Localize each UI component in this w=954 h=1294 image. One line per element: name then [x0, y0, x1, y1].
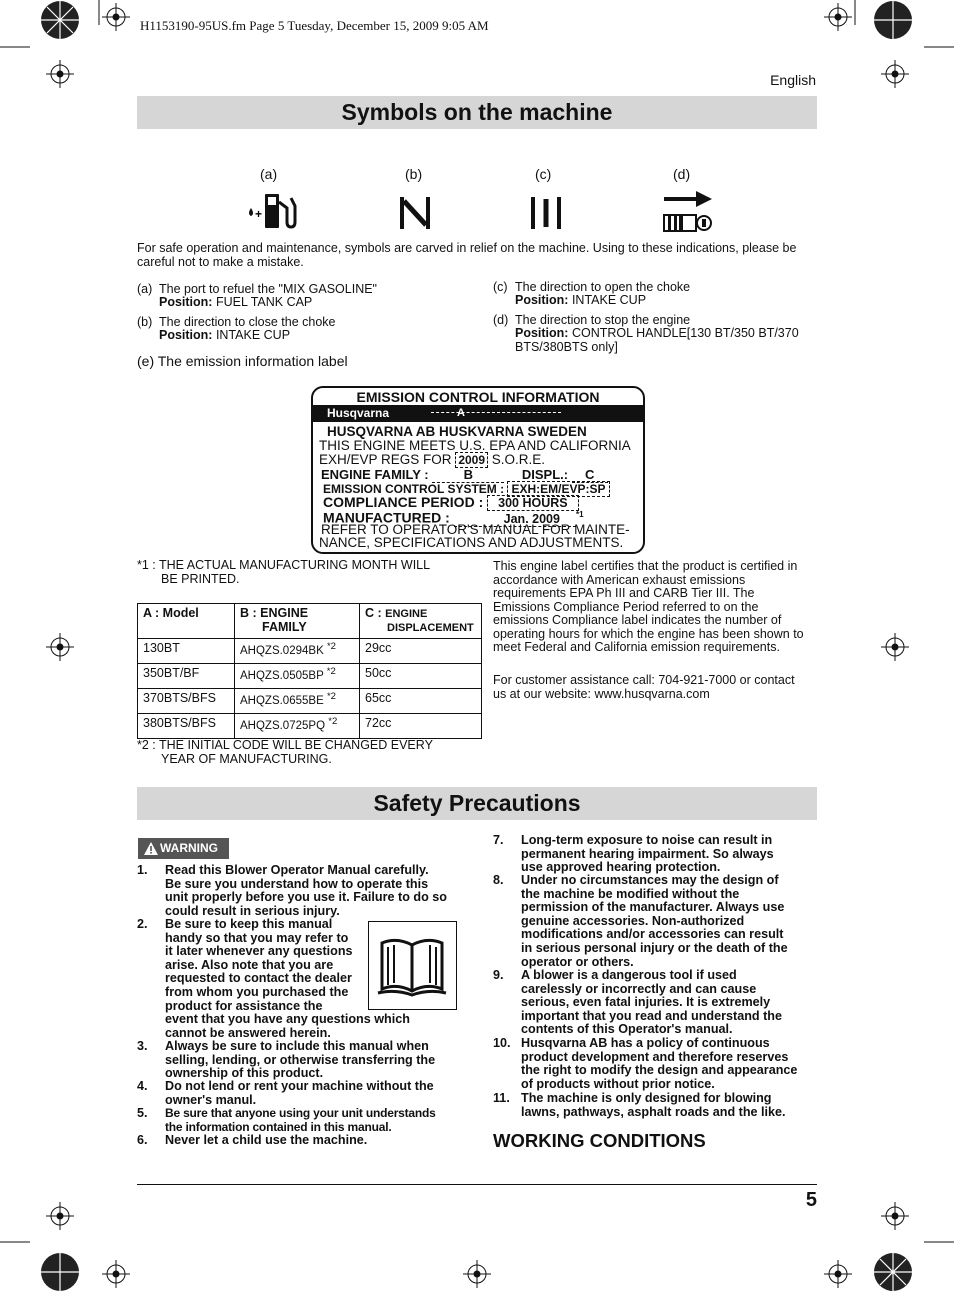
- emission-label-brand-bar: Husqvarna A: [313, 405, 643, 422]
- symbol-letter-b: (b): [405, 166, 423, 182]
- symbol-letter-d: (d): [673, 166, 691, 182]
- certification-text: This engine label certifies that the product is certified in accordance with American exhaust emissions requirements EPA Ph III and CARB Tier III. The Emissions Compliance Period referred to on the emissions Compliance label indicates the number of operating hours for which the engine has been shown to meet Federal and California emission requirements.: [493, 559, 804, 654]
- husqvarna-logo: Husqvarna: [327, 406, 390, 420]
- table-header-row: A : Model B : ENGINE FAMILY C : ENGINE DISPLACEMENT: [138, 604, 482, 639]
- page-number: 5: [805, 1189, 817, 1211]
- table-row: 380BTS/BFS AHQZS.0725PQ $^{*2}$ 72cc: [138, 714, 482, 739]
- symbol-letter-c: (c): [535, 166, 552, 182]
- symbol-letter-a: (a): [260, 166, 278, 182]
- emission-label-caption: (e) The emission information label: [137, 353, 348, 369]
- customer-assistance-text: For customer assistance call: 704-921-7000 or contact us at our website: www.husqvarna.com: [493, 673, 795, 701]
- working-conditions-heading: WORKING CONDITIONS: [493, 1130, 706, 1151]
- fuel-pump-icon: [245, 190, 301, 232]
- table-row: 350BT/BF AHQZS.0505BP $^{*2}$ 50cc: [138, 664, 482, 689]
- section-title-symbols: Symbols on the machine: [137, 96, 817, 129]
- file-info-line: H1153190-95US.fm Page 5 Tuesday, December 15, 2009 9:05 AM: [140, 18, 489, 33]
- svg-text:+: +: [255, 207, 263, 221]
- warning-triangle-icon: [143, 841, 159, 856]
- emission-label-title: EMISSION CONTROL INFORMATION: [356, 389, 600, 405]
- stop-engine-icon: [660, 190, 718, 234]
- choke-close-icon: [396, 193, 436, 233]
- warning-badge: WARNING: [138, 838, 229, 859]
- read-manual-icon: [368, 921, 457, 1010]
- table-row: 130BT AHQZS.0294BK $^{*2}$ 29cc: [138, 639, 482, 664]
- emission-label: EMISSION CONTROL INFORMATION Husqvarna A HUSQVARNA AB HUSKVARNA SWEDEN THIS ENGINE MEETS U.S. EPA AND CALIFORNIA EXH/EVP REGS FOR 2009 S.O.R.E. ENGINE FAMILY : B DISPL.: C EMISSION CONTROL SYSTEM : EXH:EM/EVP:SP COMPLIANCE PERIOD : 300 HOURS MANUFACTURED : Jan. 2009 $^{*1}$ REFER TO OPERATOR'S MANUAL FOR MAINTE- NANCE, SPECIFICATIONS AND ADJUSTMENTS.: [311, 386, 645, 554]
- symbols-intro: For safe operation and maintenance, symbols are carved in relief on the machine. Using to these indications, please be careful not to make a mistake.: [137, 241, 797, 269]
- section-title-safety: Safety Precautions: [137, 787, 817, 820]
- engine-family-table: [137, 603, 482, 739]
- language-label: English: [770, 72, 816, 88]
- table-row: 370BTS/BFS AHQZS.0655BE $^{*2}$ 65cc: [138, 689, 482, 714]
- choke-open-icon: [527, 193, 567, 233]
- footer-rule: [137, 1184, 817, 1185]
